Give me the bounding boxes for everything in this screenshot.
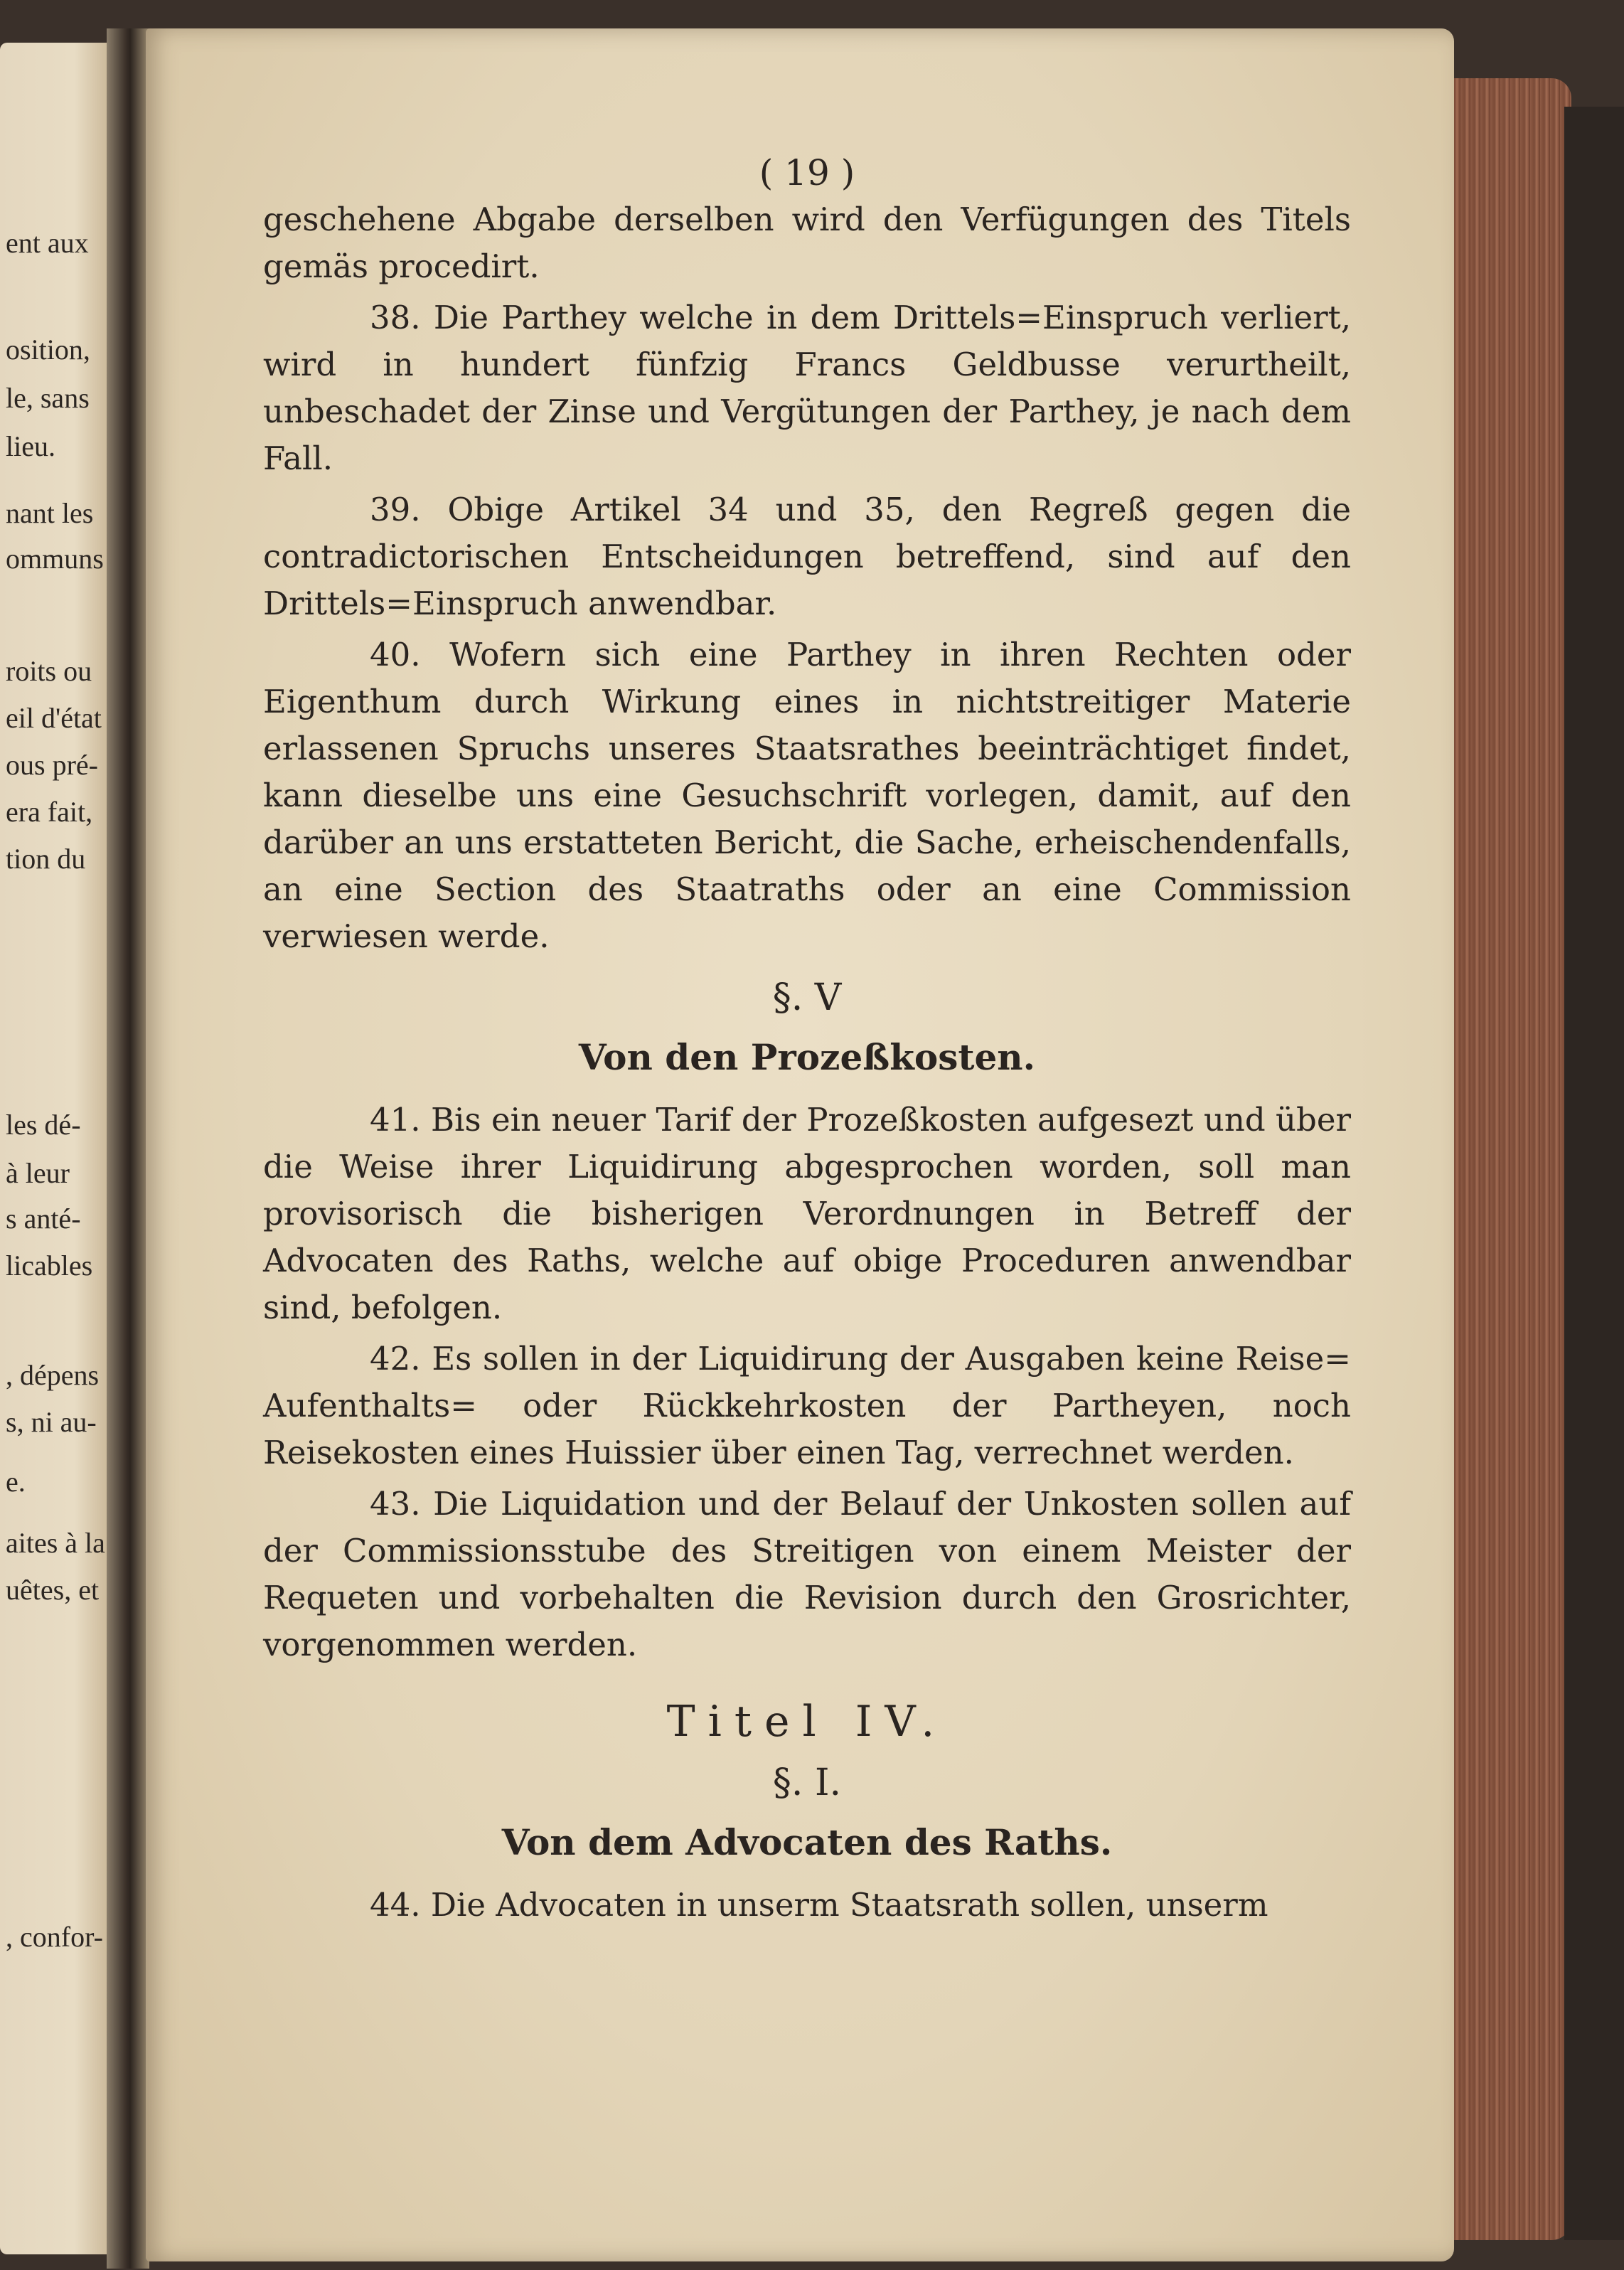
paragraph-39: 39. Obige Artikel 34 und 35, den Regreß gegen die contradictorischen Entscheidungen betreffend, sind auf den Drittels=Einspruch anwendbar. [263,491,1351,622]
left-fragment: le, sans [6,382,90,414]
paragraph-43: 43. Die Liquidation und der Belauf der Unkosten sollen auf der Commissionsstube des Streitigen von einem Meister der Requeten und vorbehalten die Revision durch den Grosrichter, vorgenommen werden. [263,1485,1351,1663]
paragraph-40: 40. Wofern sich eine Parthey in ihren Rechten oder Eigenthum durch Wirkung eines in nichtstreitiger Materie erlassenen Spruchs unseres Staatsrathes beeinträchtiget findet, kann dieselbe uns eine Gesuchschrift vorlegen, damit, auf den darüber an uns erstatteten Bericht, die Sache, erheischendenfalls, an eine Section des Staatraths oder an eine Commission verwiesen werde. [263,636,1351,955]
left-fragment: nant les [6,497,94,529]
paragraph-continuation: geschehene Abgabe derselben wird den Verfügungen des Titels gemäs procedirt. [263,201,1351,285]
book-gutter [107,28,149,2269]
title-iv-heading: Titel IV. [666,1697,948,1747]
paragraph-42: 42. Es sollen in der Liquidirung der Ausgaben keine Reise= Aufenthalts= oder Rückkehrkosten der Partheyen, noch Reisekosten eines Huissier über einen Tag, verrechnet werden. [263,1340,1351,1471]
left-fragment: licables [6,1249,93,1281]
left-fragment: uêtes, et [6,1574,100,1606]
left-fragment: , dépens [6,1359,100,1391]
left-fragment: tion du [6,843,86,875]
book-cover-shadow [1564,107,1624,2240]
paragraph-41: 41. Bis ein neuer Tarif der Prozeßkosten aufgesezt und über die Weise ihrer Liquidirung abgesprochen worden, soll man provisorisch die bisherigen Verordnungen in Betreff der Advocaten des Raths, welche auf obige Proceduren anwendbar sind, befolgen. [263,1101,1351,1326]
paragraph-44: 44. Die Advocaten in unserm Staatsrath sollen, unserm [370,1886,1268,1924]
left-fragment: s, ni au- [6,1406,97,1438]
left-fragment: eil d'état [6,702,102,734]
left-fragment: e. [6,1466,26,1498]
left-fragment: , confor- [6,1921,103,1953]
book-page-edges [1451,78,1571,2240]
left-fragment: era fait, [6,796,93,828]
left-fragment: ommuns [6,543,104,575]
section-i-heading: §. I. [772,1762,842,1804]
page-number: ( 19 ) [759,152,855,193]
left-fragment: aites à la [6,1527,105,1559]
page-text [263,149,1351,2155]
paragraph-38: 38. Die Parthey welche in dem Drittels=Einspruch verliert, wird in hundert fünfzig Francs Geldbusse verurtheilt, unbeschadet der Zinse und Vergütungen der Parthey, je nach dem Fall. [263,299,1351,477]
left-page-fragments [0,0,107,2270]
left-fragment: à leur [6,1157,70,1189]
left-fragment: ent aux [6,227,89,259]
left-fragment: s anté- [6,1203,81,1235]
left-fragment: ous pré- [6,749,98,781]
left-fragment: osition, [6,334,90,366]
section-i-title: Von dem Advocaten des Raths. [501,1821,1113,1863]
left-fragment: les dé- [6,1109,81,1141]
section-v-heading: §. V [772,976,842,1019]
section-v-title: Von den Prozeßkosten. [578,1036,1036,1078]
left-fragment: lieu. [6,430,55,462]
left-fragment: roits ou [6,655,92,687]
